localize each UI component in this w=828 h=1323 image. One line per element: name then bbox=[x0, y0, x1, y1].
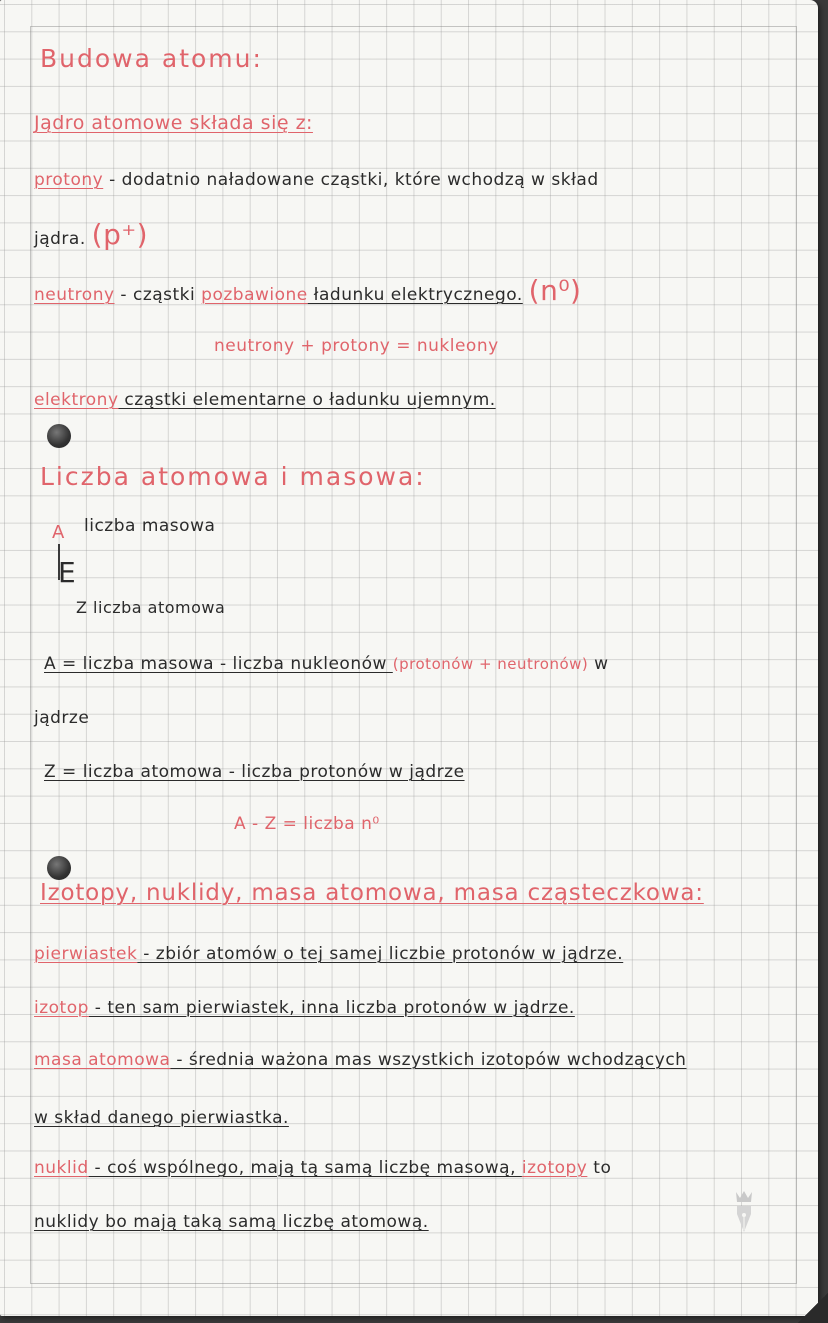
line-jadro bbox=[34, 112, 313, 134]
A-def-b: (protonów + neutronów) bbox=[392, 655, 589, 673]
line-nuklid bbox=[34, 1158, 611, 1178]
equation-nukleony: neutrony + protony = nukleony bbox=[214, 336, 499, 356]
masa-atomowa-definition-cont: w skład danego pierwiastka. bbox=[34, 1108, 289, 1128]
nuklid-definition-cont: nuklidy bo mają taką samą liczbę atomową. bbox=[34, 1212, 429, 1232]
pierwiastek-term: pierwiastek bbox=[34, 944, 138, 964]
line-pierwiastek bbox=[34, 944, 623, 964]
nuklid-term: nuklid bbox=[34, 1158, 89, 1178]
page-corner bbox=[798, 1293, 828, 1323]
izotop-term: izotop bbox=[34, 998, 89, 1018]
heading-izotopy: Izotopy, nuklidy, masa atomowa, masa cząsteczkowa: bbox=[40, 880, 704, 906]
line-izotop bbox=[34, 998, 575, 1018]
izotop-definition: - ten sam pierwiastek, inna liczba protonów w jądrze. bbox=[88, 998, 575, 1018]
jadro-text: Jądro atomowe składa się z: bbox=[34, 112, 313, 134]
line-protony bbox=[34, 170, 599, 190]
label-A: A bbox=[52, 522, 65, 543]
elektrony-term: elektrony bbox=[34, 390, 119, 410]
pen-nib-icon bbox=[732, 1188, 756, 1236]
elektrony-definition: cząstki elementarne o ładunku ujemnym. bbox=[118, 390, 496, 410]
heading-budowa-atomu: Budowa atomu: bbox=[40, 44, 263, 73]
line-jadra bbox=[34, 218, 148, 251]
nuklid-definition: - coś wspólnego, mają tą samą liczbę masową, bbox=[88, 1158, 522, 1178]
label-E: E bbox=[58, 556, 77, 589]
masa-atomowa-term: masa atomowa bbox=[34, 1050, 171, 1070]
line-Z-def: Z = liczba atomowa - liczba protonów w jądrze bbox=[44, 762, 465, 782]
heading-liczba-atomowa: Liczba atomowa i masowa: bbox=[40, 462, 426, 491]
line-A-def bbox=[44, 654, 609, 674]
neutron-symbol: (n⁰) bbox=[528, 274, 582, 307]
bullet-icon bbox=[47, 856, 71, 880]
nuklid-to: to bbox=[587, 1158, 612, 1178]
protony-definition: - dodatnio naładowane cząstki, które wchodzą w skład bbox=[103, 170, 599, 190]
proton-symbol: (p⁺) bbox=[91, 218, 149, 251]
pierwiastek-definition: - zbiór atomów o tej samej liczbie protonów w jądrze. bbox=[137, 944, 624, 964]
neutrony-def-b: pozbawione bbox=[201, 285, 308, 305]
bullet-icon bbox=[47, 424, 71, 448]
equation-A-minus-Z: A - Z = liczba n⁰ bbox=[234, 814, 380, 834]
A-def-jadrze: jądrze bbox=[34, 708, 90, 728]
neutrony-term: neutrony bbox=[34, 285, 115, 305]
nuklid-izotopy: izotopy bbox=[521, 1158, 588, 1178]
A-def-c: w bbox=[588, 654, 609, 674]
jadra-text: jądra. bbox=[34, 229, 86, 249]
label-liczba-atomowa: Z liczba atomowa bbox=[76, 598, 226, 617]
masa-atomowa-definition: - średnia ważona mas wszystkich izotopów wchodzących bbox=[170, 1050, 687, 1070]
neutrony-def-a: - cząstki bbox=[114, 285, 202, 305]
protony-term: protony bbox=[34, 170, 104, 190]
neutrony-def-c: ładunku elektrycznego. bbox=[307, 285, 523, 305]
line-neutrony bbox=[34, 274, 581, 307]
A-def-a: A = liczba masowa - liczba nukleonów bbox=[44, 654, 393, 674]
line-elektrony bbox=[34, 390, 496, 410]
label-liczba-masowa: liczba masowa bbox=[84, 516, 216, 536]
line-masa-atomowa bbox=[34, 1050, 686, 1070]
